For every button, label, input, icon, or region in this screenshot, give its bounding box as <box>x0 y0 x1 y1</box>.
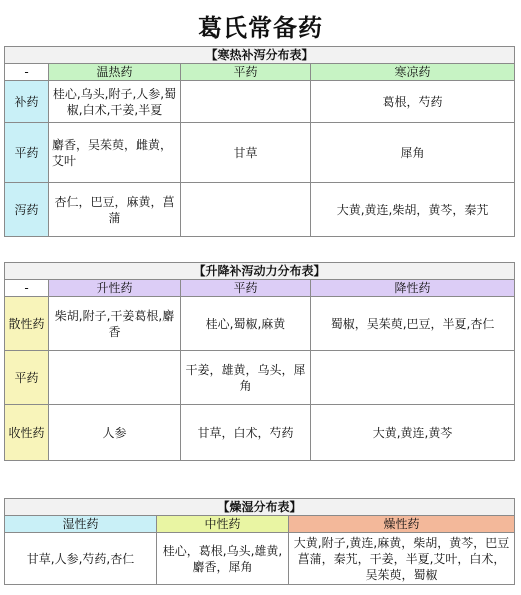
table-cell <box>181 183 311 237</box>
column-header-cold: 寒凉药 <box>311 64 515 81</box>
table-cell: 甘草，白术，芍药 <box>181 405 311 461</box>
corner-cell: - <box>5 280 49 297</box>
cold-hot-table <box>4 46 515 237</box>
dry-wet-table <box>4 498 515 585</box>
rise-fall-table <box>4 262 515 461</box>
table-cell: 犀角 <box>311 123 515 183</box>
table-cell: 葛根，芍药 <box>311 81 515 123</box>
table-cell: 麝香，吴茱萸，雌黄，艾叶 <box>49 123 181 183</box>
column-header-neutral: 平药 <box>181 64 311 81</box>
table-cell: 桂心,乌头,附子,人参,蜀椒,白术,干姜,半夏 <box>49 81 181 123</box>
table-cell: 大黄,附子,黄连,麻黄，柴胡，黄芩，巴豆菖蒲，秦艽，干姜，半夏,艾叶，白术，吴茱萸，蜀椒 <box>289 533 515 585</box>
row-label: 散性药 <box>5 297 49 351</box>
table-cell <box>311 351 515 405</box>
table-cell: 桂心,蜀椒,麻黄 <box>181 297 311 351</box>
row-label: 平药 <box>5 351 49 405</box>
column-header-dry: 燥性药 <box>289 516 515 533</box>
row-label: 收性药 <box>5 405 49 461</box>
table-cell: 杏仁，巴豆，麻黄，菖蒲 <box>49 183 181 237</box>
table-cell: 蜀椒，吴茱萸,巴豆，半夏,杏仁 <box>311 297 515 351</box>
column-header-rising: 升性药 <box>49 280 181 297</box>
column-header-falling: 降性药 <box>311 280 515 297</box>
table-cell <box>181 81 311 123</box>
table-cell: 甘草 <box>181 123 311 183</box>
table-cell: 大黄,黄连,柴胡，黄芩，秦艽 <box>311 183 515 237</box>
corner-cell: - <box>5 64 49 81</box>
table-caption: 【燥湿分布表】 <box>5 499 515 516</box>
table-cell <box>49 351 181 405</box>
page-title: 葛氏常备药 <box>198 14 323 42</box>
row-label: 补药 <box>5 81 49 123</box>
table-cell: 甘草,人参,芍药,杏仁 <box>5 533 157 585</box>
column-header-warm: 温热药 <box>49 64 181 81</box>
row-label: 平药 <box>5 123 49 183</box>
table-cell: 干姜，雄黄，乌头，犀角 <box>181 351 311 405</box>
table-cell: 大黄,黄连,黄芩 <box>311 405 515 461</box>
row-label: 泻药 <box>5 183 49 237</box>
column-header-neutral: 平药 <box>181 280 311 297</box>
table-caption: 【寒热补泻分布表】 <box>5 47 515 64</box>
column-header-neutral: 中性药 <box>157 516 289 533</box>
table-cell: 人参 <box>49 405 181 461</box>
column-header-moist: 湿性药 <box>5 516 157 533</box>
table-cell: 桂心，葛根,乌头,雄黄,麝香，犀角 <box>157 533 289 585</box>
table-cell: 柴胡,附子,干姜葛根,麝香 <box>49 297 181 351</box>
table-caption: 【升降补泻动力分布表】 <box>5 263 515 280</box>
